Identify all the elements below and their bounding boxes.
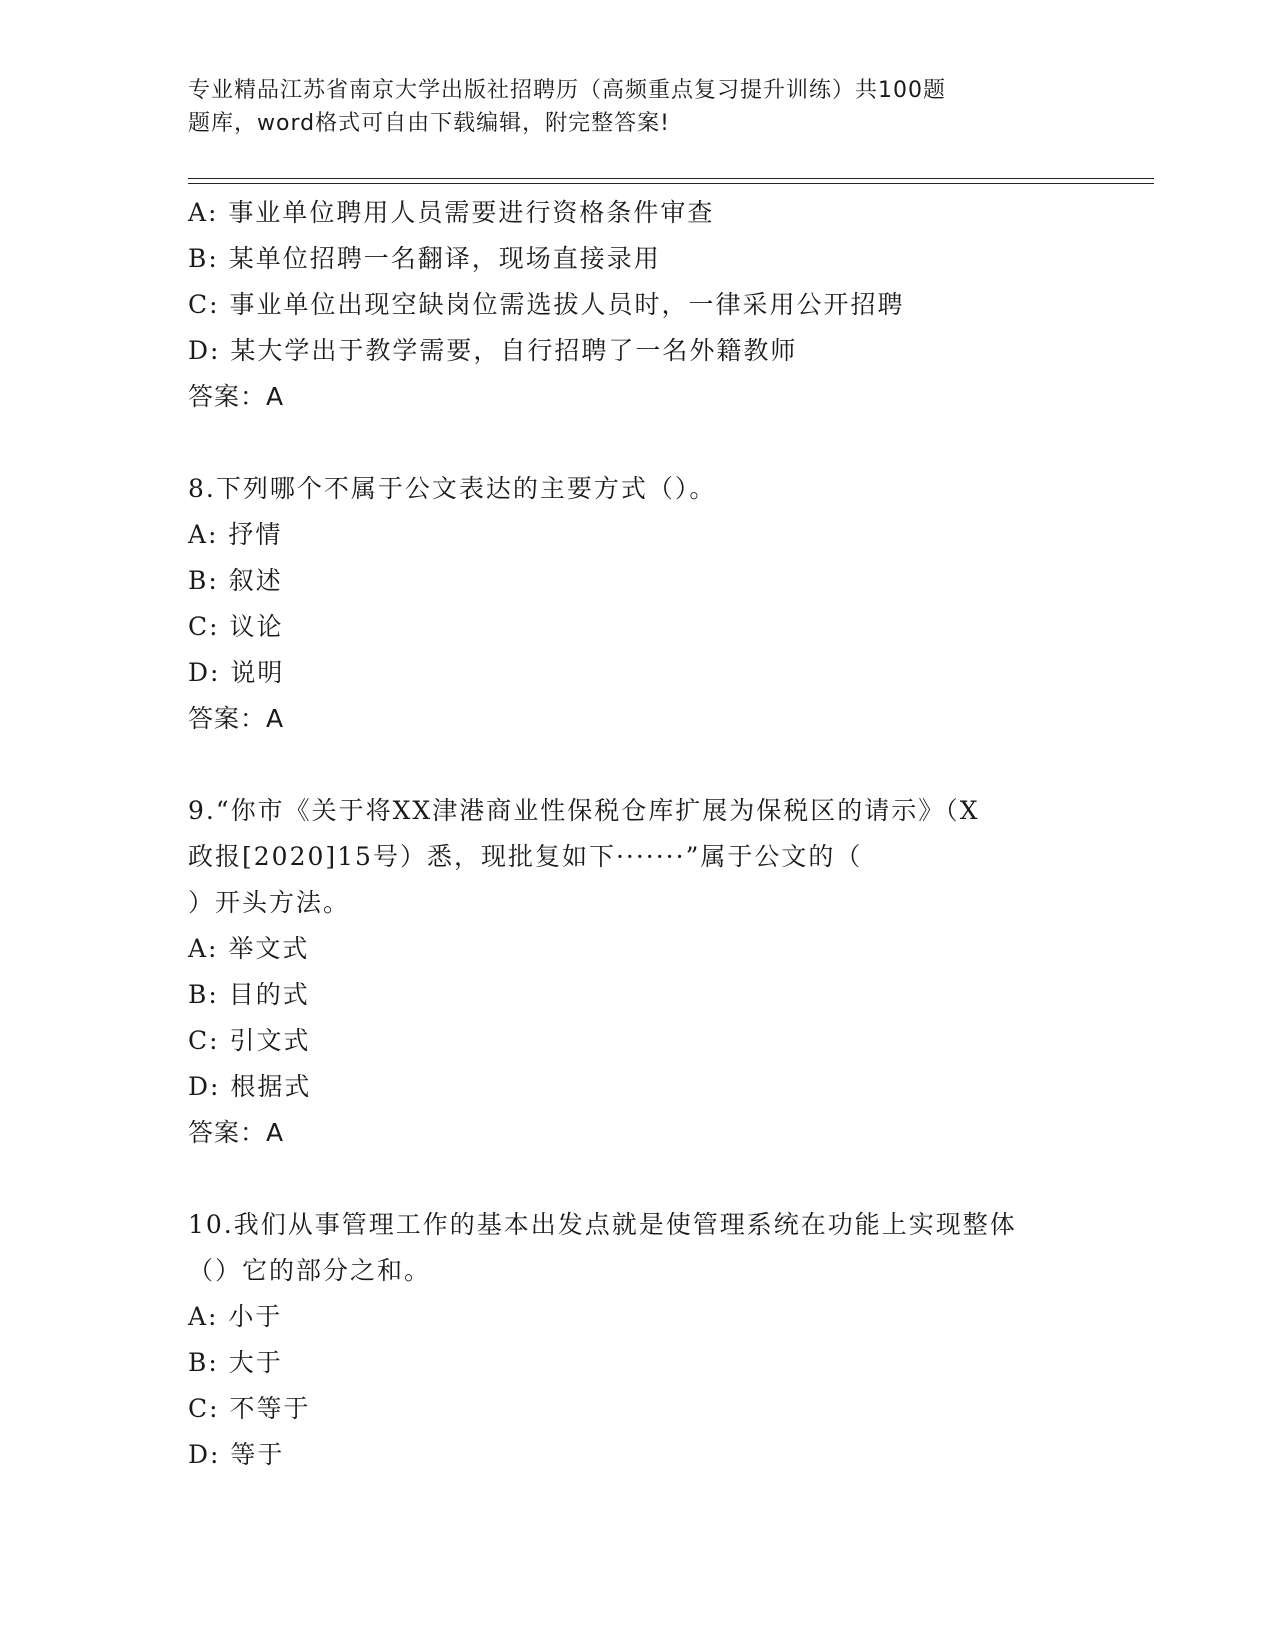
option-c: C: 不等于 bbox=[188, 1394, 311, 1423]
header-line-1: 专业精品江苏省南京大学出版社招聘历（高频重点复习提升训练）共100题 bbox=[188, 78, 946, 103]
option-a: A: 抒情 bbox=[188, 520, 283, 549]
question-text-line-2: 政报[2020]15号）悉，现批复如下·······”属于公文的（ bbox=[188, 842, 863, 871]
option-a: A: 小于 bbox=[188, 1302, 283, 1331]
header-divider-bottom bbox=[188, 183, 1154, 184]
question-content bbox=[188, 190, 1088, 1478]
header-divider-top bbox=[188, 178, 1154, 179]
header-line-2: 题库，word格式可自由下载编辑，附完整答案! bbox=[188, 111, 670, 136]
question-text-line-1: 9.“你市《关于将XX津港商业性保税仓库扩展为保税区的请示》（X bbox=[188, 796, 980, 825]
document-header bbox=[188, 74, 1008, 140]
option-c: C: 议论 bbox=[188, 612, 284, 641]
answer: 答案：A bbox=[188, 382, 285, 411]
spacer bbox=[188, 420, 1088, 466]
spacer bbox=[188, 1156, 1088, 1202]
spacer bbox=[188, 742, 1088, 788]
option-a: A: 事业单位聘用人员需要进行资格条件审查 bbox=[188, 198, 715, 227]
answer: 答案：A bbox=[188, 1118, 285, 1147]
question-10 bbox=[188, 1202, 1088, 1478]
answer: 答案：A bbox=[188, 704, 285, 733]
question-text: 8.下列哪个不属于公文表达的主要方式（）。 bbox=[188, 474, 717, 503]
option-d: D: 说明 bbox=[188, 658, 285, 687]
option-d: D: 等于 bbox=[188, 1440, 285, 1469]
option-b: B: 某单位招聘一名翻译，现场直接录用 bbox=[188, 244, 661, 273]
question-text-line-2: （）它的部分之和。 bbox=[188, 1256, 432, 1285]
question-text-line-3: ）开头方法。 bbox=[188, 888, 351, 917]
question-7 bbox=[188, 190, 1088, 420]
option-c: C: 引文式 bbox=[188, 1026, 311, 1055]
question-8 bbox=[188, 466, 1088, 742]
question-text-line-1: 10.我们从事管理工作的基本出发点就是使管理系统在功能上实现整体 bbox=[188, 1210, 1017, 1239]
option-d: D: 某大学出于教学需要，自行招聘了一名外籍教师 bbox=[188, 336, 798, 365]
option-c: C: 事业单位出现空缺岗位需选拔人员时，一律采用公开招聘 bbox=[188, 290, 905, 319]
option-b: B: 目的式 bbox=[188, 980, 310, 1009]
question-9 bbox=[188, 788, 1088, 1156]
option-d: D: 根据式 bbox=[188, 1072, 312, 1101]
option-a: A: 举文式 bbox=[188, 934, 310, 963]
option-b: B: 叙述 bbox=[188, 566, 283, 595]
option-b: B: 大于 bbox=[188, 1348, 283, 1377]
